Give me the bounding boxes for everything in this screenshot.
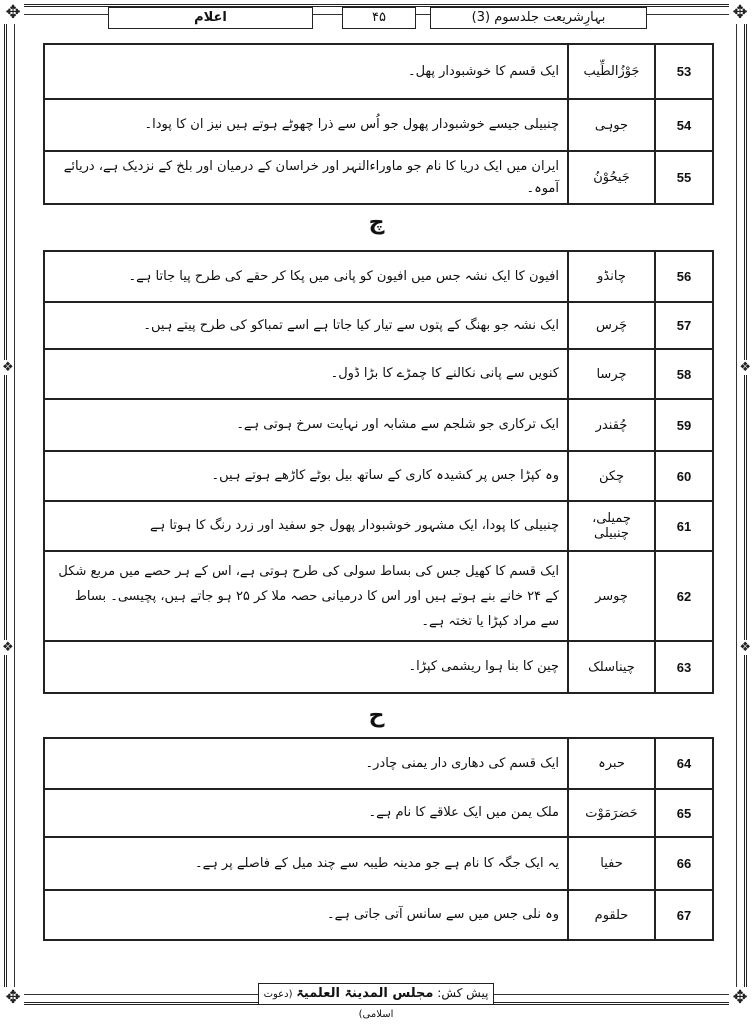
entry-word: چمیلی، چنبیلی (568, 501, 655, 551)
entry-word: چوسر (568, 551, 655, 641)
entry-number: 60 (655, 451, 713, 501)
entry-word: چرسا (568, 349, 655, 399)
entry-word: چیناسلک (568, 641, 655, 693)
entry-definition: ملک یمن میں ایک علاقے کا نام ہے۔ (44, 789, 568, 837)
table-row (44, 251, 713, 302)
page-number: ۴۵ (342, 7, 416, 29)
glossary-table (43, 250, 714, 694)
table-row (44, 501, 713, 551)
side-ornament-icon: ❖ (2, 640, 14, 655)
footer-prefix: پیش کش: (437, 986, 489, 1000)
entry-definition: ایک قسم کا خوشبودار پھل۔ (44, 44, 568, 99)
entry-number: 66 (655, 837, 713, 890)
entry-number: 54 (655, 99, 713, 151)
entry-number: 65 (655, 789, 713, 837)
entry-number: 59 (655, 399, 713, 451)
corner-ornament-icon: ✥ (2, 2, 24, 24)
entry-definition: افیون کا ایک نشہ جس میں افیون کو پانی میں پکا کر حقے کی طرح پیا جاتا ہے۔ (44, 251, 568, 302)
side-ornament-icon: ❖ (739, 360, 751, 375)
entry-definition: ایک نشہ جو بھنگ کے پتوں سے تیار کیا جاتا ہے اسے تمباکو کی طرح پیتے ہیں۔ (44, 302, 568, 349)
entry-word: حلقوم (568, 890, 655, 940)
entry-definition: وہ کپڑا جس پر کشیدہ کاری کے ساتھ بیل بوٹے کاڑھے ہوتے ہیں۔ (44, 451, 568, 501)
chapter-title: اعلام (108, 7, 313, 29)
table-row (44, 349, 713, 399)
entry-number: 58 (655, 349, 713, 399)
corner-ornament-icon: ✥ (2, 987, 24, 1009)
table-row (44, 551, 713, 641)
publisher-footer (258, 983, 494, 1020)
entry-number: 67 (655, 890, 713, 940)
entry-definition: وہ نلی جس میں سے سانس آتی جاتی ہے۔ (44, 890, 568, 940)
entry-definition: یہ ایک جگہ کا نام ہے جو مدینہ طیبہ سے چند میل کے فاصلے پر ہے۔ (44, 837, 568, 890)
entry-word: حَضرَمَوْت (568, 789, 655, 837)
entry-number: 64 (655, 738, 713, 789)
corner-ornament-icon: ✥ (729, 987, 751, 1009)
entry-number: 57 (655, 302, 713, 349)
page-header (0, 4, 753, 30)
section-letter: چ (368, 210, 385, 235)
table-row (44, 451, 713, 501)
entry-definition: چین کا بنا ہوا ریشمی کپڑا۔ (44, 641, 568, 693)
entry-number: 63 (655, 641, 713, 693)
table-row (44, 738, 713, 789)
table-row (44, 99, 713, 151)
entry-definition: ایک ترکاری جو شلجم سے مشابہ اور نہایت سرخ ہوتی ہے۔ (44, 399, 568, 451)
side-ornament-icon: ❖ (2, 360, 14, 375)
table-row (44, 399, 713, 451)
entry-word: جَوْزُالطِّیب (568, 44, 655, 99)
table-row (44, 789, 713, 837)
entry-word: حفیا (568, 837, 655, 890)
entry-word: چکن (568, 451, 655, 501)
entry-definition: چنبیلی کا پودا، ایک مشہور خوشبودار پھول جو سفید اور زرد رنگ کا ہوتا ہے (44, 501, 568, 551)
entry-word: چَرس (568, 302, 655, 349)
entry-definition: ایک قسم کا کھیل جس کی بساط سولی کی طرح ہوتی ہے، اس کے ہر حصے میں مربع شکل کے ۲۴ خانے بنے ہوتے ہیں اور اس کا درمیانی حصہ ملا کر ۲۵ ہو جاتے ہیں، پچیسی۔ بساط سے مراد کپڑا یا تختہ ہے۔ (44, 551, 568, 641)
entry-word: حبرہ (568, 738, 655, 789)
entry-number: 55 (655, 151, 713, 204)
glossary-table (43, 43, 714, 205)
entry-number: 62 (655, 551, 713, 641)
table-row (44, 890, 713, 940)
section-letter: ح (368, 703, 385, 728)
table-row (44, 44, 713, 99)
glossary-table (43, 737, 714, 941)
corner-ornament-icon: ✥ (729, 2, 751, 24)
entry-definition: ایک قسم کی دھاری دار یمنی چادر۔ (44, 738, 568, 789)
entry-definition: کنویں سے پانی نکالنے کا چمڑے کا بڑا ڈول۔ (44, 349, 568, 399)
table-row (44, 837, 713, 890)
footer-org: مجلس المدینۃ العلمیۃ (296, 986, 434, 1001)
entry-definition: چنبیلی جیسے خوشبودار پھول جو اُس سے ذرا چھوٹے ہوتے ہیں نیز ان کا پودا۔ (44, 99, 568, 151)
entry-definition: ایران میں ایک دریا کا نام جو ماوراءالنہر اور خراسان کے درمیان اور بلخ کے نزدیک ہے، دریائے آموہ۔ (44, 151, 568, 204)
entry-word: چانڈو (568, 251, 655, 302)
footer-sub: (دعوت اسلامی) (263, 989, 394, 1020)
entry-number: 61 (655, 501, 713, 551)
table-row (44, 151, 713, 204)
entry-word: جوہی (568, 99, 655, 151)
entry-word: جَیحُوْنُ (568, 151, 655, 204)
book-title: بہارِشریعت جلدسوم (3) (430, 7, 647, 29)
entry-number: 53 (655, 44, 713, 99)
table-row (44, 641, 713, 693)
entry-word: چُقندر (568, 399, 655, 451)
table-row (44, 302, 713, 349)
side-ornament-icon: ❖ (739, 640, 751, 655)
entry-number: 56 (655, 251, 713, 302)
